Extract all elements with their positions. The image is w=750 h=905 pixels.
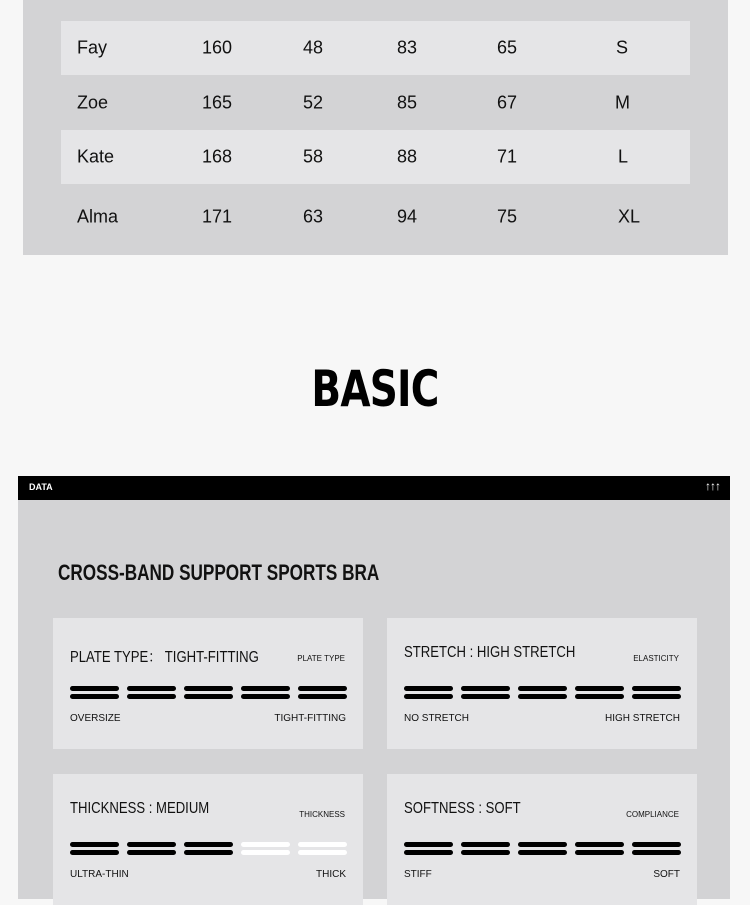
rating-segment-filled bbox=[632, 686, 681, 700]
height-value: 168 bbox=[202, 146, 233, 167]
size-table bbox=[23, 0, 728, 255]
segment-line bbox=[127, 686, 176, 691]
segment-line bbox=[70, 686, 119, 691]
segment-line bbox=[241, 686, 290, 691]
size-value: L bbox=[618, 146, 629, 167]
segment-line bbox=[404, 686, 453, 691]
segment-line bbox=[461, 686, 510, 691]
segment-line bbox=[127, 842, 176, 847]
segment-line bbox=[298, 850, 347, 855]
waist-value: 67 bbox=[497, 92, 518, 113]
rating-segment-filled bbox=[461, 842, 510, 856]
rating-segment-filled bbox=[518, 842, 567, 856]
data-bar bbox=[18, 476, 730, 500]
segment-line bbox=[575, 694, 624, 699]
segment-line bbox=[241, 850, 290, 855]
segment-line bbox=[461, 694, 510, 699]
segment-line bbox=[632, 694, 681, 699]
rating-segment-filled bbox=[184, 842, 233, 856]
segment-line bbox=[404, 694, 453, 699]
segment-line bbox=[461, 842, 510, 847]
scale-max-label: TIGHT-FITTING bbox=[274, 713, 346, 724]
card-title: SOFTNESS : SOFT bbox=[404, 800, 521, 817]
waist-value: 71 bbox=[497, 146, 518, 167]
segment-line bbox=[518, 850, 567, 855]
weight-value: 52 bbox=[303, 92, 324, 113]
card-title: PLATE TYPE： TIGHT-FITTING bbox=[70, 649, 259, 666]
size-value: XL bbox=[618, 206, 641, 227]
data-label: DATA bbox=[29, 482, 53, 492]
rating-segment-filled bbox=[298, 686, 347, 700]
bust-value: 85 bbox=[397, 92, 418, 113]
size-value: S bbox=[616, 37, 629, 58]
card-tag: COMPLIANCE bbox=[626, 810, 679, 819]
card-title: STRETCH : HIGH STRETCH bbox=[404, 644, 576, 661]
rating-segment-empty bbox=[298, 842, 347, 856]
product-title: CROSS-BAND SUPPORT SPORTS BRA bbox=[58, 560, 380, 585]
segment-line bbox=[127, 850, 176, 855]
segment-line bbox=[241, 842, 290, 847]
segment-line bbox=[298, 694, 347, 699]
rating-segment-filled bbox=[575, 842, 624, 856]
segment-line bbox=[575, 686, 624, 691]
table-row bbox=[61, 21, 690, 75]
rating-segment-filled bbox=[127, 686, 176, 700]
scale-max-label: SOFT bbox=[653, 869, 680, 880]
height-value: 160 bbox=[202, 37, 233, 58]
card-title: THICKNESS : MEDIUM bbox=[70, 800, 210, 817]
segment-line bbox=[632, 686, 681, 691]
rating-segment-filled bbox=[632, 842, 681, 856]
scale-max-label: THICK bbox=[316, 869, 346, 880]
rating-bar bbox=[404, 842, 680, 856]
scale-min-label: OVERSIZE bbox=[70, 713, 121, 724]
rating-segment-filled bbox=[461, 686, 510, 700]
segment-line bbox=[241, 694, 290, 699]
thickness-card bbox=[53, 774, 363, 905]
bust-value: 83 bbox=[397, 37, 418, 58]
segment-line bbox=[518, 686, 567, 691]
rating-bar bbox=[404, 686, 680, 700]
weight-value: 58 bbox=[303, 146, 324, 167]
bust-value: 88 bbox=[397, 146, 418, 167]
rating-segment-filled bbox=[518, 686, 567, 700]
stretch-card bbox=[387, 618, 697, 749]
rating-segment-filled bbox=[575, 686, 624, 700]
segment-line bbox=[298, 842, 347, 847]
segment-line bbox=[70, 850, 119, 855]
rating-segment-filled bbox=[184, 686, 233, 700]
table-row bbox=[61, 130, 690, 184]
segment-line bbox=[70, 842, 119, 847]
segment-line bbox=[404, 842, 453, 847]
segment-line bbox=[184, 694, 233, 699]
rating-segment-filled bbox=[404, 842, 453, 856]
segment-line bbox=[575, 850, 624, 855]
height-value: 165 bbox=[202, 92, 233, 113]
data-panel bbox=[18, 500, 730, 899]
height-value: 171 bbox=[202, 206, 233, 227]
size-value: M bbox=[615, 92, 630, 113]
segment-line bbox=[70, 694, 119, 699]
model-name: Alma bbox=[77, 206, 119, 227]
table-row bbox=[61, 190, 690, 244]
segment-line bbox=[575, 842, 624, 847]
plate-type-card bbox=[53, 618, 363, 749]
rating-bar bbox=[70, 842, 346, 856]
model-name: Zoe bbox=[77, 92, 109, 113]
bust-value: 94 bbox=[397, 206, 418, 227]
segment-line bbox=[461, 850, 510, 855]
rating-segment-filled bbox=[127, 842, 176, 856]
segment-line bbox=[518, 842, 567, 847]
weight-value: 63 bbox=[303, 206, 324, 227]
model-name: Kate bbox=[77, 146, 115, 167]
up-arrows-icon: ↑↑↑ bbox=[705, 479, 720, 493]
rating-segment-filled bbox=[70, 686, 119, 700]
table-row bbox=[61, 76, 690, 130]
segment-line bbox=[632, 850, 681, 855]
scale-min-label: ULTRA-THIN bbox=[70, 869, 129, 880]
segment-line bbox=[298, 686, 347, 691]
rating-segment-filled bbox=[404, 686, 453, 700]
segment-line bbox=[184, 842, 233, 847]
waist-value: 75 bbox=[497, 206, 518, 227]
model-name: Fay bbox=[77, 37, 108, 58]
rating-bar bbox=[70, 686, 346, 700]
scale-min-label: STIFF bbox=[404, 869, 432, 880]
segment-line bbox=[184, 850, 233, 855]
segment-line bbox=[404, 850, 453, 855]
scale-max-label: HIGH STRETCH bbox=[605, 713, 680, 724]
rating-segment-filled bbox=[241, 686, 290, 700]
card-tag: THICKNESS bbox=[299, 810, 345, 819]
card-tag: ELASTICITY bbox=[633, 654, 679, 663]
section-heading: BASIC bbox=[311, 360, 439, 418]
scale-min-label: NO STRETCH bbox=[404, 713, 469, 724]
softness-card bbox=[387, 774, 697, 905]
segment-line bbox=[184, 686, 233, 691]
rating-segment-filled bbox=[70, 842, 119, 856]
rating-segment-empty bbox=[241, 842, 290, 856]
segment-line bbox=[127, 694, 176, 699]
card-tag: PLATE TYPE bbox=[297, 654, 345, 663]
weight-value: 48 bbox=[303, 37, 324, 58]
segment-line bbox=[632, 842, 681, 847]
waist-value: 65 bbox=[497, 37, 518, 58]
segment-line bbox=[518, 694, 567, 699]
